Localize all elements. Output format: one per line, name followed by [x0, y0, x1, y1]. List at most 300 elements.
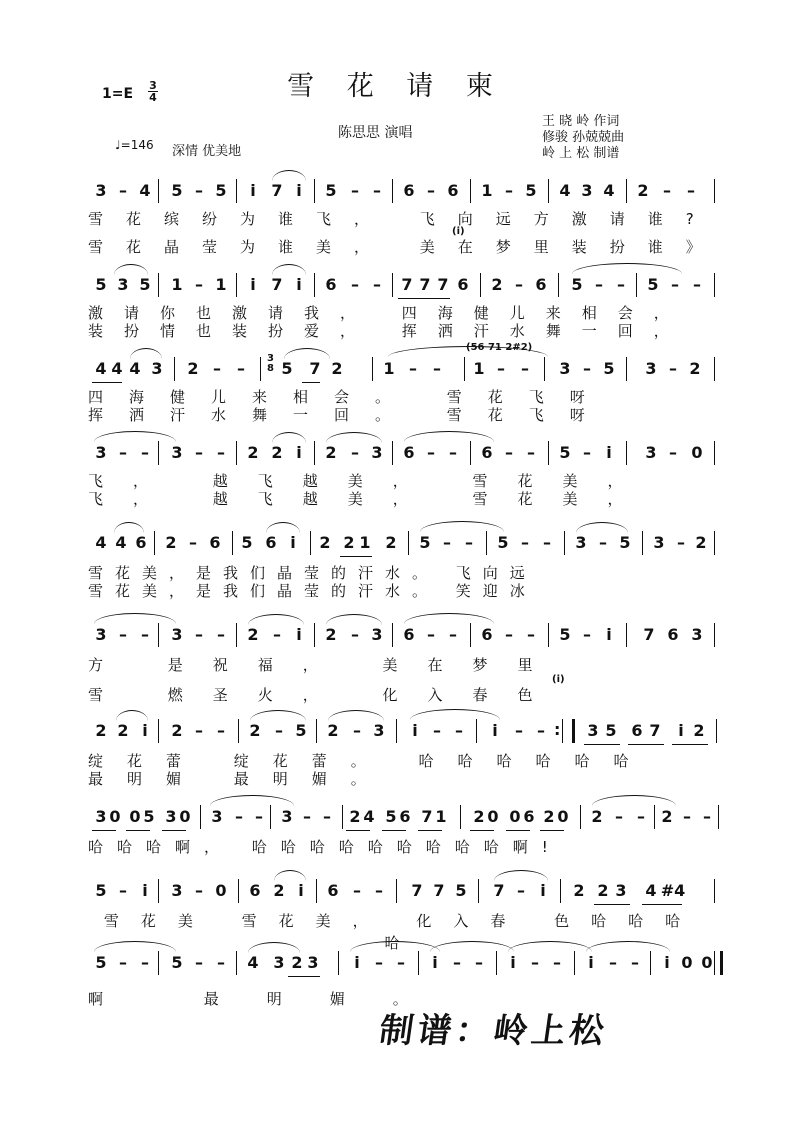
note: 3 [559, 359, 571, 378]
note: 3 [95, 807, 107, 826]
music-row-9 [88, 876, 718, 906]
note: i [432, 953, 438, 972]
note: 3 [645, 443, 657, 462]
barline [316, 719, 317, 743]
note: i [142, 881, 148, 900]
music-row-3 [88, 354, 718, 384]
note: 5 [605, 721, 617, 740]
note: i [298, 881, 304, 900]
lyricist-credit: 王 晓 岭 作词 [542, 114, 620, 129]
note: 3 [691, 625, 703, 644]
note: – [141, 443, 149, 462]
barline [236, 623, 237, 647]
barline [238, 879, 239, 903]
note: – [505, 625, 513, 644]
note: – [217, 625, 225, 644]
barline [314, 273, 315, 297]
note: – [217, 443, 225, 462]
lyrics-row-6b: 雪 燃圣火， 化入春色 [88, 686, 563, 704]
note: – [497, 359, 505, 378]
note: 7 [421, 807, 433, 826]
note: 2 [491, 275, 503, 294]
music-row-4 [88, 438, 718, 468]
note: 1 [215, 275, 227, 294]
note: 2 [385, 533, 397, 552]
barline [544, 357, 545, 381]
beam [540, 830, 564, 831]
note: i [296, 443, 302, 462]
note: – [119, 181, 127, 200]
note: 5 [419, 533, 431, 552]
note: – [455, 721, 463, 740]
note: – [669, 443, 677, 462]
note: 2 [327, 721, 339, 740]
note: 6 [403, 625, 415, 644]
note: 6 [667, 625, 679, 644]
barline [174, 357, 175, 381]
note: i [492, 721, 498, 740]
note: i [588, 953, 594, 972]
barline [714, 273, 715, 297]
note: 4 [95, 533, 107, 552]
note: 6 [481, 625, 493, 644]
note: – [669, 359, 677, 378]
lyrics-row-2b: 装扮情也装扮爱， 挥洒汗水舞一回， [88, 322, 690, 340]
note: 4 [115, 533, 127, 552]
music-row-7 [88, 716, 718, 746]
barline [714, 879, 715, 903]
barline [470, 179, 471, 203]
beam [126, 830, 150, 831]
note: 0 [691, 443, 703, 462]
barline [392, 179, 393, 203]
note: i [354, 953, 360, 972]
note: – [537, 721, 545, 740]
tempo-mark: ♩=146 [115, 138, 154, 152]
note: – [553, 953, 561, 972]
barline [714, 357, 715, 381]
beam [672, 744, 708, 745]
note: – [683, 807, 691, 826]
music-row-5 [88, 528, 718, 558]
note: 6 [403, 181, 415, 200]
note: 4 [645, 881, 657, 900]
note: – [583, 443, 591, 462]
beam [92, 830, 116, 831]
note: – [609, 953, 617, 972]
barline [158, 179, 159, 203]
barline [496, 951, 497, 975]
note: – [427, 181, 435, 200]
lyrics-row-3b: 挥洒汗水舞一回。 雪花飞呀 [88, 406, 611, 424]
note: – [475, 953, 483, 972]
barline [392, 273, 393, 297]
note: i [142, 721, 148, 740]
beam [642, 904, 682, 905]
slur [326, 614, 382, 625]
note: – [235, 807, 243, 826]
note: – [527, 443, 535, 462]
barline [580, 805, 581, 829]
note: – [427, 625, 435, 644]
note: – [637, 807, 645, 826]
note: – [505, 181, 513, 200]
barline [316, 879, 317, 903]
note: 6 [403, 443, 415, 462]
barline [626, 441, 627, 465]
lyrics-row-4a: 飞， 越飞越美， 雪花美， [88, 472, 653, 490]
note: 2 [695, 533, 707, 552]
barline [470, 623, 471, 647]
note: 6 [249, 881, 261, 900]
note: – [595, 275, 603, 294]
barline [396, 879, 397, 903]
note: – [353, 881, 361, 900]
note: 2 [291, 953, 303, 972]
note: 2 [597, 881, 609, 900]
barline [626, 623, 627, 647]
note: – [373, 181, 381, 200]
note: – [195, 721, 203, 740]
barline [392, 441, 393, 465]
lyrics-row-1a: 雪花缤纷为谁飞， 飞向远方激请谁? [88, 210, 717, 228]
note: 2 [171, 721, 183, 740]
slur [114, 522, 144, 533]
barline [236, 179, 237, 203]
note: 1 [435, 807, 447, 826]
slur [248, 614, 304, 625]
note: 5 [603, 359, 615, 378]
note: 3 [581, 181, 593, 200]
barline [560, 879, 561, 903]
barline [626, 179, 627, 203]
lyrics-row-10a: 啊 最明媚。 [88, 990, 456, 1008]
note: i [250, 181, 256, 200]
note: – [663, 181, 671, 200]
note: 0 [215, 881, 227, 900]
note: i [290, 533, 296, 552]
note: 5 [171, 181, 183, 200]
note: – [515, 721, 523, 740]
note: 6 [481, 443, 493, 462]
note: – [351, 275, 359, 294]
note: 0 [129, 807, 141, 826]
note: 3 [273, 953, 285, 972]
key-signature: 1=E [102, 86, 134, 102]
note: – [517, 881, 525, 900]
note: 3 [211, 807, 223, 826]
note: – [409, 359, 417, 378]
note: 6 [265, 533, 277, 552]
note: 6 [457, 275, 469, 294]
note: 3 [117, 275, 129, 294]
slur [266, 522, 300, 533]
note: 5 [559, 443, 571, 462]
note: 2 [247, 443, 259, 462]
note: – [237, 359, 245, 378]
barline [478, 879, 479, 903]
note: 4 [129, 359, 141, 378]
note: – [433, 359, 441, 378]
note: i [296, 625, 302, 644]
note: 0 [109, 807, 121, 826]
note: 7 [411, 881, 423, 900]
note: i [296, 275, 302, 294]
note: – [515, 275, 523, 294]
note: 2 [319, 533, 331, 552]
barline [158, 441, 159, 465]
barline [480, 273, 481, 297]
note: – [521, 359, 529, 378]
note: 2 [331, 359, 343, 378]
note: 5 [385, 807, 397, 826]
barline [714, 623, 715, 647]
note: – [449, 443, 457, 462]
annotation-inner-one: (i) [452, 226, 465, 237]
note: 2 [187, 359, 199, 378]
barline [232, 531, 233, 555]
barline [714, 531, 715, 555]
note: 4 [559, 181, 571, 200]
music-row-1 [88, 176, 718, 206]
note: 2 [271, 443, 283, 462]
barline [310, 531, 311, 555]
note: – [693, 275, 701, 294]
barline [464, 357, 465, 381]
note: 7 [649, 721, 661, 740]
barline [470, 441, 471, 465]
note: 5 [95, 953, 107, 972]
note: 4 [95, 359, 107, 378]
note: 2 [591, 807, 603, 826]
barline [158, 623, 159, 647]
note: 7 [271, 181, 283, 200]
note: 5 [281, 359, 293, 378]
lyrics-row-1b: 雪花晶莹为谁美， 美在梦里装扮谁》 [88, 238, 724, 256]
note: 0 [701, 953, 713, 972]
note: – [427, 443, 435, 462]
note: – [505, 443, 513, 462]
note: 7 [401, 275, 413, 294]
slur [272, 432, 306, 443]
note: – [527, 625, 535, 644]
note: 1 [383, 359, 395, 378]
note: 2 [543, 807, 555, 826]
beam [594, 904, 630, 905]
barline [270, 805, 271, 829]
note: 7 [309, 359, 321, 378]
note: 6 [631, 721, 643, 740]
beam [470, 830, 494, 831]
note: 3 [307, 953, 319, 972]
note: 7 [437, 275, 449, 294]
note: – [375, 953, 383, 972]
barline [558, 273, 559, 297]
note: – [217, 721, 225, 740]
note: 0 [557, 807, 569, 826]
barline [392, 623, 393, 647]
barline [338, 951, 339, 975]
note: – [687, 181, 695, 200]
note: 2 [473, 807, 485, 826]
expression-mark: 深情 优美地 [172, 144, 242, 159]
barline [314, 441, 315, 465]
beam [288, 976, 320, 977]
beam [346, 830, 370, 831]
barline [372, 357, 373, 381]
note: 2 [343, 533, 355, 552]
note: 2 [325, 443, 337, 462]
note: 5 [143, 807, 155, 826]
barline [716, 719, 717, 743]
note: 5 [571, 275, 583, 294]
slur [274, 870, 306, 881]
note: – [195, 443, 203, 462]
note: 2 [693, 721, 705, 740]
note: – [213, 359, 221, 378]
note: 6 [327, 881, 339, 900]
composer-credit: 修骏 孙兢兢曲 [542, 130, 625, 145]
singer-credit: 陈思思 演唱 [338, 125, 413, 141]
note: 5 [95, 275, 107, 294]
beam [584, 744, 620, 745]
note: 1 [473, 359, 485, 378]
note: 3 [171, 443, 183, 462]
barline [314, 623, 315, 647]
note: 3 [587, 721, 599, 740]
final-barline [714, 951, 723, 975]
barline [564, 531, 565, 555]
note: 7 [419, 275, 431, 294]
note: – [433, 721, 441, 740]
note: 7 [433, 881, 445, 900]
note: 0 [179, 807, 191, 826]
note: – [531, 953, 539, 972]
note: 5 [171, 953, 183, 972]
barline [236, 441, 237, 465]
note: 3 [371, 443, 383, 462]
note: i [250, 275, 256, 294]
note: – [583, 359, 591, 378]
note: – [119, 625, 127, 644]
barline [418, 951, 419, 975]
note: #4 [660, 881, 686, 900]
barline [154, 531, 155, 555]
note: – [119, 953, 127, 972]
slur [576, 522, 628, 533]
barline [158, 273, 159, 297]
note: 3 [575, 533, 587, 552]
note: 2 [165, 533, 177, 552]
note: 4 [111, 359, 123, 378]
music-row-2 [88, 270, 718, 300]
lyrics-row-3a: 四海健儿来相会。 雪花飞呀 [88, 388, 611, 406]
note: 5 [295, 721, 307, 740]
barline [548, 441, 549, 465]
barline [238, 719, 239, 743]
note: 7 [493, 881, 505, 900]
note: 6 [325, 275, 337, 294]
note: – [195, 181, 203, 200]
note: i [510, 953, 516, 972]
lyrics-row-5a: 雪花美，是我们晶莹的汗水。 飞向远 [88, 564, 537, 582]
note: – [543, 533, 551, 552]
note: 5 [497, 533, 509, 552]
beam [340, 556, 372, 557]
repeat-end-barline [562, 719, 575, 743]
note: i [540, 881, 546, 900]
barline [314, 179, 315, 203]
slur [326, 432, 382, 443]
note: – [449, 625, 457, 644]
barline [200, 805, 201, 829]
note: 2 [661, 807, 673, 826]
note: 5 [241, 533, 253, 552]
beam [92, 382, 122, 383]
note: – [119, 443, 127, 462]
note: 4 [139, 181, 151, 200]
note: – [677, 533, 685, 552]
note: i [606, 625, 612, 644]
barline [236, 951, 237, 975]
note: – [323, 807, 331, 826]
note: 6 [399, 807, 411, 826]
note: i [678, 721, 684, 740]
barline [408, 531, 409, 555]
note: 2 [273, 881, 285, 900]
note: 3 [281, 807, 293, 826]
transcriber-signature: 制谱：岭上松 [376, 1011, 611, 1051]
lyrics-row-4b: 飞， 越飞越美， 雪花美， [88, 490, 653, 508]
barline [714, 441, 715, 465]
barline [460, 805, 461, 829]
note: 5 [455, 881, 467, 900]
lyrics-row-8a: 哈哈哈啊， 哈哈哈哈哈哈哈哈哈啊! [88, 838, 562, 856]
barline [574, 951, 575, 975]
note: – [351, 443, 359, 462]
lyrics-row-5b: 雪花美，是我们晶莹的汗水。 笑迎冰 [88, 582, 537, 600]
note: – [275, 721, 283, 740]
note: – [599, 533, 607, 552]
note: 2 [637, 181, 649, 200]
beam [382, 830, 406, 831]
lyrics-row-6a: 方 是祝福， 美在梦里 [88, 656, 563, 674]
note: i [296, 181, 302, 200]
time-change: 3 8 [267, 353, 274, 374]
slur [284, 348, 330, 359]
note: – [631, 953, 639, 972]
note: 3 [171, 625, 183, 644]
note: 5 [647, 275, 659, 294]
note: – [443, 533, 451, 552]
note: 6 [523, 807, 535, 826]
slur [272, 170, 306, 181]
lyrics-row-9a: 雪花美 雪花美， 化入春 色哈哈哈哈 [103, 912, 703, 952]
note: – [453, 953, 461, 972]
note: – [195, 953, 203, 972]
note: – [353, 721, 361, 740]
slur [272, 264, 306, 275]
barline [548, 623, 549, 647]
note: 2 [95, 721, 107, 740]
note: – [615, 807, 623, 826]
note: 3 [95, 443, 107, 462]
music-row-6 [88, 620, 718, 650]
note: 3 [165, 807, 177, 826]
note: – [273, 625, 281, 644]
note: i [664, 953, 670, 972]
slur [114, 264, 148, 275]
